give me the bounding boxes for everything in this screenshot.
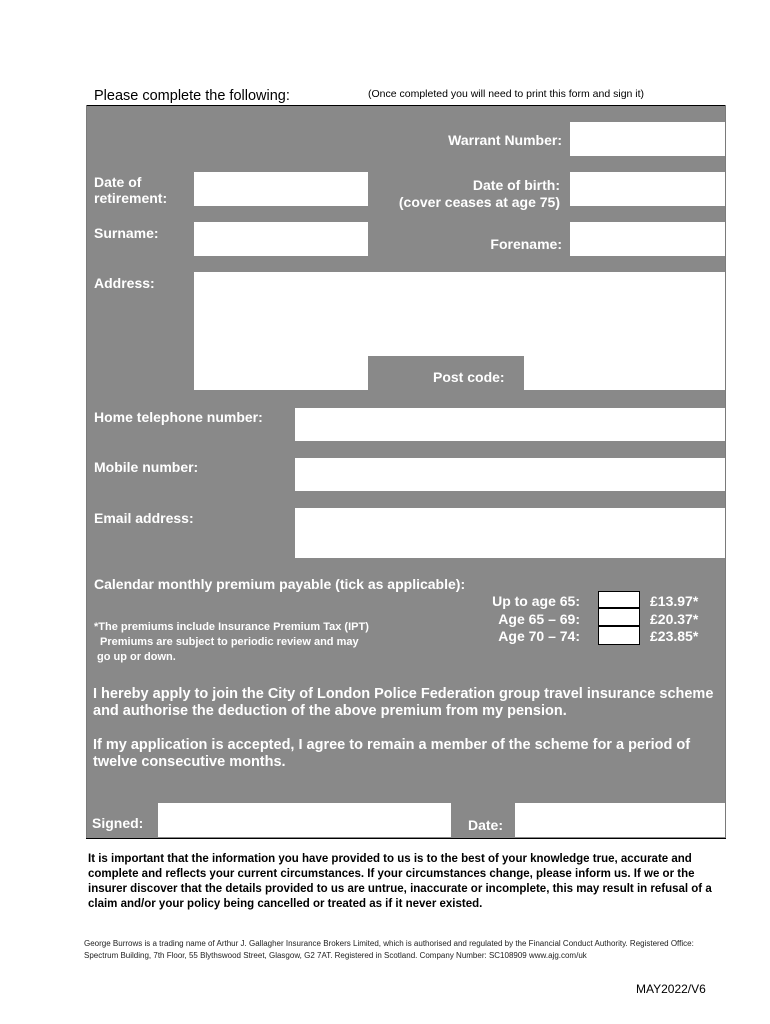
date-field[interactable] — [515, 803, 725, 837]
signature-field[interactable] — [158, 803, 451, 837]
signed-label: Signed: — [92, 815, 144, 831]
premium-option-label: Age 65 – 69: — [498, 611, 580, 627]
premium-tick-box-70-74[interactable] — [598, 626, 640, 645]
post-code-field[interactable] — [524, 356, 725, 390]
declaration-paragraph-2: If my application is accepted, I agree to remain a member of the scheme for a period of twelve consecutive months. — [93, 737, 691, 770]
form-heading: Please complete the following: — [94, 88, 290, 104]
surname-label: Surname: — [94, 225, 159, 241]
premium-heading: Calendar monthly premium payable (tick as applicable): — [94, 576, 466, 592]
date-of-birth-label-line1: Date of birth: — [472, 177, 560, 193]
premium-tick-box-65-69[interactable] — [598, 608, 640, 626]
panel-divider — [86, 105, 87, 838]
date-of-birth-label-line2: (cover ceases at age 75) — [398, 194, 560, 210]
legal-text: George Burrows is a trading name of Arthur J. Gallagher Insurance Brokers Limited, which is authorised and regulated by the Financial Conduct Authority. Registered Office: Spectrum Building, 7th Floor, 55 Blythswood Street, Glasgow, G2 7AT. Registered in Scotland. Company Number: SC108909 www.ajg.com/uk — [84, 939, 694, 960]
forename-label: Forename: — [490, 236, 562, 252]
address-label: Address: — [94, 275, 155, 291]
premium-price: £23.85* — [650, 628, 699, 644]
warrant-number-field[interactable] — [570, 122, 725, 156]
home-telephone-label: Home telephone number: — [94, 409, 263, 425]
date-of-retirement-label-line2: retirement: — [94, 190, 168, 206]
address-field-upper[interactable] — [194, 272, 725, 356]
premium-option-label: Age 70 – 74: — [498, 628, 580, 644]
premium-price: £13.97* — [650, 593, 699, 609]
date-of-retirement-label-line1: Date of — [94, 174, 142, 190]
premium-price: £20.37* — [650, 611, 699, 627]
panel-divider — [86, 105, 726, 106]
panel-divider — [725, 105, 726, 838]
home-telephone-field[interactable] — [295, 408, 725, 441]
warrant-number-label: Warrant Number: — [448, 132, 562, 148]
address-field-lower[interactable] — [194, 356, 368, 390]
date-label: Date: — [468, 817, 504, 833]
print-note: (Once completed you will need to print this form and sign it) — [368, 88, 645, 100]
panel-divider — [86, 838, 726, 839]
surname-field[interactable] — [194, 222, 368, 256]
mobile-number-field[interactable] — [295, 458, 725, 491]
email-address-field[interactable] — [295, 508, 725, 558]
mobile-number-label: Mobile number: — [94, 459, 199, 475]
premium-note-line3: go up or down. — [97, 651, 176, 663]
email-address-label: Email address: — [94, 510, 194, 526]
premium-option-label: Up to age 65: — [492, 593, 580, 609]
premium-note-line1: *The premiums include Insurance Premium Tax (IPT) — [94, 621, 369, 633]
forename-field[interactable] — [570, 222, 725, 256]
premium-tick-box-under-65[interactable] — [598, 591, 640, 608]
date-of-birth-field[interactable] — [570, 172, 725, 206]
post-code-label: Post code: — [433, 369, 505, 385]
important-notice: It is important that the information you have provided to us is to the best of your knowledge true, accurate and complete and reflects your current circumstances. If your circumstances change, please inform us. If we or the insurer discover that the details provided to us are untrue, inaccurate or incomplete, this may result in refusal of a claim and/or your policy being cancelled or treated as if it never existed. — [88, 853, 712, 910]
form-version: MAY2022/V6 — [636, 982, 706, 996]
date-of-retirement-field[interactable] — [194, 172, 368, 206]
premium-note-line2: Premiums are subject to periodic review and may — [100, 636, 359, 648]
declaration-paragraph-1: I hereby apply to join the City of London Police Federation group travel insurance scheme and authorise the deduction of the above premium from my pension. — [93, 686, 714, 719]
